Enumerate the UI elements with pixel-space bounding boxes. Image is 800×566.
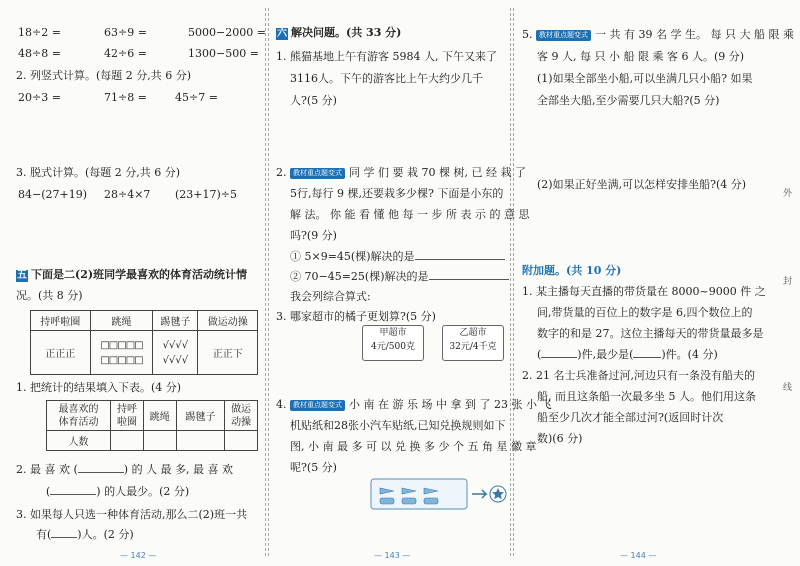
page-number-value: 142 (130, 551, 146, 560)
column-divider (510, 8, 511, 556)
section-number: 六 (277, 28, 287, 39)
problem-1-line: 3116人。下午的游客比上午大约少几千 (290, 72, 483, 85)
sub-question-3: 3. 如果每人只选一种体育活动,那么二(2)班一共 (16, 508, 248, 521)
problem-5-line: 客 9 人, 每 只 小 船 限 乘 客 6 人。(9 分) (537, 50, 745, 63)
key-question-badge: 教材重点题变式 (536, 30, 591, 41)
extra-2-line: 船, 而且这条船一次最多坐 5 人。他们用这条 (537, 390, 756, 403)
problem-5-line: 全部坐大船,至少需要几只大船?(5 分) (537, 94, 720, 107)
table-header: 持呼 啦圈 (111, 401, 144, 431)
calc-item: 28÷4×7 (104, 188, 151, 201)
binding-mark: 线 (783, 383, 793, 393)
calc-item: 18÷2 = (18, 26, 61, 39)
binding-mark: 外 (783, 189, 793, 199)
answer-cell[interactable] (143, 431, 176, 451)
calc-item: 5000−2000 = (188, 26, 266, 39)
page-number-value: 144 (630, 551, 646, 560)
calc-item: 20÷3 = (18, 91, 61, 104)
calc-item: 71÷8 = (104, 91, 147, 104)
table-header: 做运 动操 (225, 401, 258, 431)
text: )人。(2 分) (77, 528, 134, 541)
calc-item: (23+17)÷5 (175, 188, 238, 201)
problem-4-line: 图, 小 南 最 多 可 以 兑 换 多 少 个 五 角 星 徽 章 (290, 440, 537, 453)
shop-b-card (442, 325, 504, 361)
shop-price: 32元/4千克 (449, 342, 497, 352)
problem-3: 3. 哪家超市的橘子更划算?(5 分) (276, 310, 436, 323)
text: 2. 最 喜 欢 ( (16, 463, 78, 476)
result-table (46, 400, 258, 451)
sub-question-1: 1. 把统计的结果填入下表。(4 分) (16, 381, 182, 394)
answer-cell[interactable] (176, 431, 224, 451)
calc-item: 1300−500 = (188, 47, 259, 60)
key-question-badge: 教材重点题变式 (290, 168, 345, 179)
answer-blank[interactable] (51, 537, 77, 538)
answer-blank[interactable] (633, 357, 661, 358)
extra-1-line: 1. 某主播每天直播的带货量在 8000~9000 件 之 (522, 285, 766, 298)
page-number: — 142 — (120, 551, 157, 560)
text: ) 的 人 最 多, 最 喜 欢 (123, 463, 234, 476)
question-3-title: 3. 脱式计算。(每题 2 分,共 6 分) (16, 166, 181, 179)
page-number: — 143 — (374, 551, 411, 560)
column-divider (268, 8, 269, 556)
answer-blank[interactable] (429, 279, 509, 280)
answer-blank[interactable] (541, 357, 577, 358)
answer-cell[interactable] (111, 431, 144, 451)
shop-name: 乙超市 (459, 328, 487, 338)
page-number-value: 143 (384, 551, 400, 560)
problem-2-line: 吗?(9 分) (290, 229, 337, 242)
answer-cell[interactable] (225, 431, 258, 451)
extra-2-line: 2. 21 名士兵准备过河,河边只有一条没有船夫的 (522, 369, 755, 382)
sub-question-2 (16, 463, 233, 477)
page-number: — 144 — (620, 551, 657, 560)
text: ( (537, 348, 542, 361)
problem-number: 5. (522, 28, 533, 41)
sub-question-3-cont (36, 528, 134, 542)
column-divider (265, 8, 266, 556)
problem-2-line (276, 166, 526, 180)
problem-2-line: 解 法。 你 能 看 懂 他 每 一 步 所 表 示 的 意 思 (290, 208, 530, 221)
binding-mark: 封 (783, 277, 793, 287)
section-title: 下面是二(2)班同学最喜欢的体育活动统计情 (31, 268, 248, 281)
problem-4-line: 呢?(5 分) (290, 461, 337, 474)
table-header: 持呼啦圈 (31, 311, 91, 331)
extra-1-line: 数字的和是 27。这位主播每天的带货量最多是 (537, 327, 764, 340)
shop-price: 4元/500克 (371, 342, 415, 352)
problem-4-line: 机贴纸和28张小汽车贴纸,已知兑换规则如下 (290, 419, 506, 432)
calc-item: 63÷9 = (104, 26, 147, 39)
problem-1-line: 人?(5 分) (290, 94, 337, 107)
tally-table (30, 310, 258, 375)
extra-1-answer-line (537, 348, 718, 362)
section-title: 解决问题。(共 33 分) (291, 26, 402, 39)
answer-blank[interactable] (78, 472, 124, 473)
problem-2-line: 5行,每行 9 棵,还要栽多少棵? 下面是小东的 (290, 187, 504, 200)
calc-item: 84−(27+19) (18, 188, 88, 201)
text: 一 共 有 39 名 学 生。 每 只 大 船 限 乘 (595, 28, 794, 41)
text: )件,最少是( (577, 348, 634, 361)
table-cell: 正正下 (198, 331, 258, 375)
section-number: 五 (17, 270, 27, 281)
text: ② 70−45=25(棵)解决的是 (290, 270, 429, 283)
text: 同 学 们 要 栽 70 棵 树, 已 经 栽 了 (349, 166, 526, 179)
text: )件。(4 分) (661, 348, 718, 361)
problem-1-line: 1. 熊猫基地上午有游客 5984 人, 下午又来了 (276, 50, 497, 63)
problem-5-part-2: (2)如果正好坐满,可以怎样安排坐船?(4 分) (537, 178, 747, 191)
table-header: 跳绳 (143, 401, 176, 431)
problem-2-step (290, 270, 509, 284)
shop-name: 甲超市 (379, 328, 407, 338)
section-5-title-cont: 况。(共 8 分) (16, 289, 83, 302)
problem-5-line: (1)如果全部坐小船,可以坐满几只小船? 如果 (537, 72, 753, 85)
text: ( (46, 485, 51, 498)
text: 有( (36, 528, 52, 541)
extra-section-title: 附加题。(共 10 分) (522, 264, 622, 277)
table-header: 做运动操 (198, 311, 258, 331)
problem-4-line (276, 398, 551, 412)
sub-question-2-cont (46, 485, 189, 499)
section-6-heading (276, 26, 401, 40)
text: ) 的人最少。(2 分) (96, 485, 190, 498)
table-cell: 正正正 (31, 331, 91, 375)
table-header: 跳绳 (90, 311, 153, 331)
calc-item: 42÷6 = (104, 47, 147, 60)
calc-item: 45÷7 = (175, 91, 218, 104)
answer-blank[interactable] (415, 259, 505, 260)
extra-2-line: 船至少几次才能全部过河?(返回时计次 (537, 411, 724, 424)
table-header: 踢毽子 (153, 311, 198, 331)
calc-item: 48÷8 = (18, 47, 61, 60)
shop-a-card (362, 325, 424, 361)
problem-2-step (290, 250, 505, 264)
key-question-badge: 教材重点题变式 (290, 400, 345, 411)
table-row-label: 人数 (47, 431, 111, 451)
problem-number: 2. (276, 166, 287, 179)
problem-2-step: 我会列综合算式: (290, 290, 371, 303)
table-cell: □□□□□ □□□□□ (90, 331, 153, 375)
exchange-rule-illustration (370, 478, 508, 510)
table-cell: √√√√ √√√√ (153, 331, 198, 375)
table-header: 踢毽子 (176, 401, 224, 431)
extra-2-line: 数)(6 分) (537, 432, 583, 445)
problem-5-line (522, 28, 794, 42)
section-5-heading (16, 268, 247, 282)
problem-number: 4. (276, 398, 287, 411)
answer-blank[interactable] (50, 494, 96, 495)
extra-1-line: 间,带货量的百位上的数字是 6,四个数位上的 (537, 306, 753, 319)
text: ① 5×9=45(棵)解决的是 (290, 250, 415, 263)
column-divider (513, 8, 514, 556)
text: 小 南 在 游 乐 场 中 拿 到 了 23 张 小 飞 (349, 398, 552, 411)
table-header: 最喜欢的 体育活动 (47, 401, 111, 431)
question-2-title: 2. 列竖式计算。(每题 2 分,共 6 分) (16, 69, 192, 82)
